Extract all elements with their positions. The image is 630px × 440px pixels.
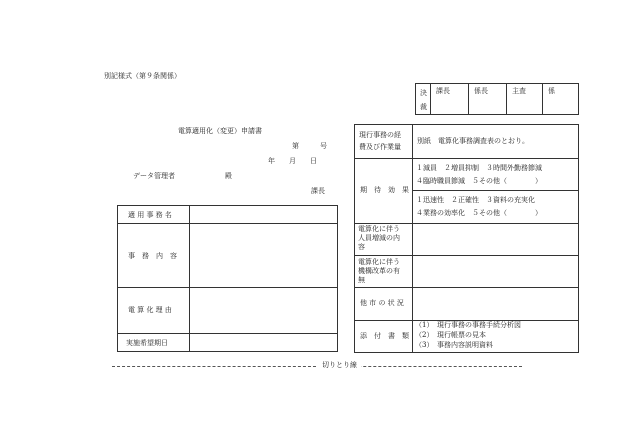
cut-line-label: 切りとり線 <box>318 361 361 370</box>
label-org-reform-3: 無 <box>358 276 365 284</box>
attachment-item: （2） 現行帳票の見本 <box>415 331 486 339</box>
application-title: 電算適用化（変更）申請書 <box>178 127 262 135</box>
label-desired-date: 実施希望期日 <box>126 339 168 347</box>
form-label: 別記様式（第９条関係） <box>104 72 181 80</box>
label-staff-change-3: 容 <box>358 243 365 251</box>
right-table <box>354 124 579 353</box>
label-org-reform-2: 機構改革の有 <box>358 267 400 275</box>
expected-effects-b-line-1[interactable]: １迅速性 ２正確性 ３資料の充実化 <box>416 196 535 204</box>
approval-side-label-bottom: 裁 <box>420 103 427 111</box>
field-other-cities[interactable] <box>413 288 578 320</box>
approval-col-section-chief: 課長 <box>436 87 450 95</box>
label-other-cities: 他 市 の 状 況 <box>360 299 404 307</box>
field-org-reform[interactable] <box>413 256 578 287</box>
label-current-cost-1: 現行事務の経 <box>359 131 401 139</box>
approval-col-staff: 係 <box>548 87 555 95</box>
field-application-name[interactable] <box>190 206 337 223</box>
field-work-content[interactable] <box>190 224 337 287</box>
field-computerization-reason[interactable] <box>190 288 337 333</box>
label-attachments: 添 付 書 類 <box>360 332 409 340</box>
label-computerization-reason: 電 算 化 理 由 <box>128 306 172 314</box>
addressee: データ管理者 <box>133 172 175 180</box>
field-staff-change[interactable] <box>413 224 578 255</box>
approval-col-subsection-chief: 係長 <box>474 87 488 95</box>
application-number: 第 号 <box>292 142 327 150</box>
current-cost-value: 別紙 電算化事務調査表のとおり。 <box>417 137 529 145</box>
attachment-item: （3） 事務内容説明資料 <box>415 341 493 349</box>
expected-effects-b-line-2[interactable]: ４業務の効率化 ５その他（ ） <box>416 209 542 217</box>
label-staff-change-1: 電算化に伴う <box>358 225 400 233</box>
expected-effects-a-line-1[interactable]: １減員 ２増員抑制 ３時間外勤務節減 <box>416 164 542 172</box>
approval-col-senior-staff: 主査 <box>512 87 526 95</box>
left-table <box>117 205 338 352</box>
attachment-item: （1） 現行事務の事務手続分析図 <box>415 321 521 329</box>
label-staff-change-2: 人員増減の内 <box>358 234 400 242</box>
field-desired-date[interactable] <box>190 334 337 351</box>
label-expected-effects: 期 待 効 果 <box>360 186 409 194</box>
approval-side-label-top: 決 <box>420 89 427 97</box>
label-org-reform-1: 電算化に伴う <box>358 258 400 266</box>
cut-line <box>112 366 522 367</box>
expected-effects-a-line-2[interactable]: ４臨時職員節減 ５その他（ ） <box>416 177 542 185</box>
label-work-content: 事 務 内 容 <box>128 252 177 260</box>
label-current-cost-2: 費及び作業量 <box>359 143 401 151</box>
approval-box <box>415 83 579 115</box>
label-application-name: 適 用 事 務 名 <box>128 211 172 219</box>
addressee-honorific: 殿 <box>225 172 232 180</box>
sender: 課長 <box>311 187 325 195</box>
application-date: 年 月 日 <box>268 157 317 165</box>
